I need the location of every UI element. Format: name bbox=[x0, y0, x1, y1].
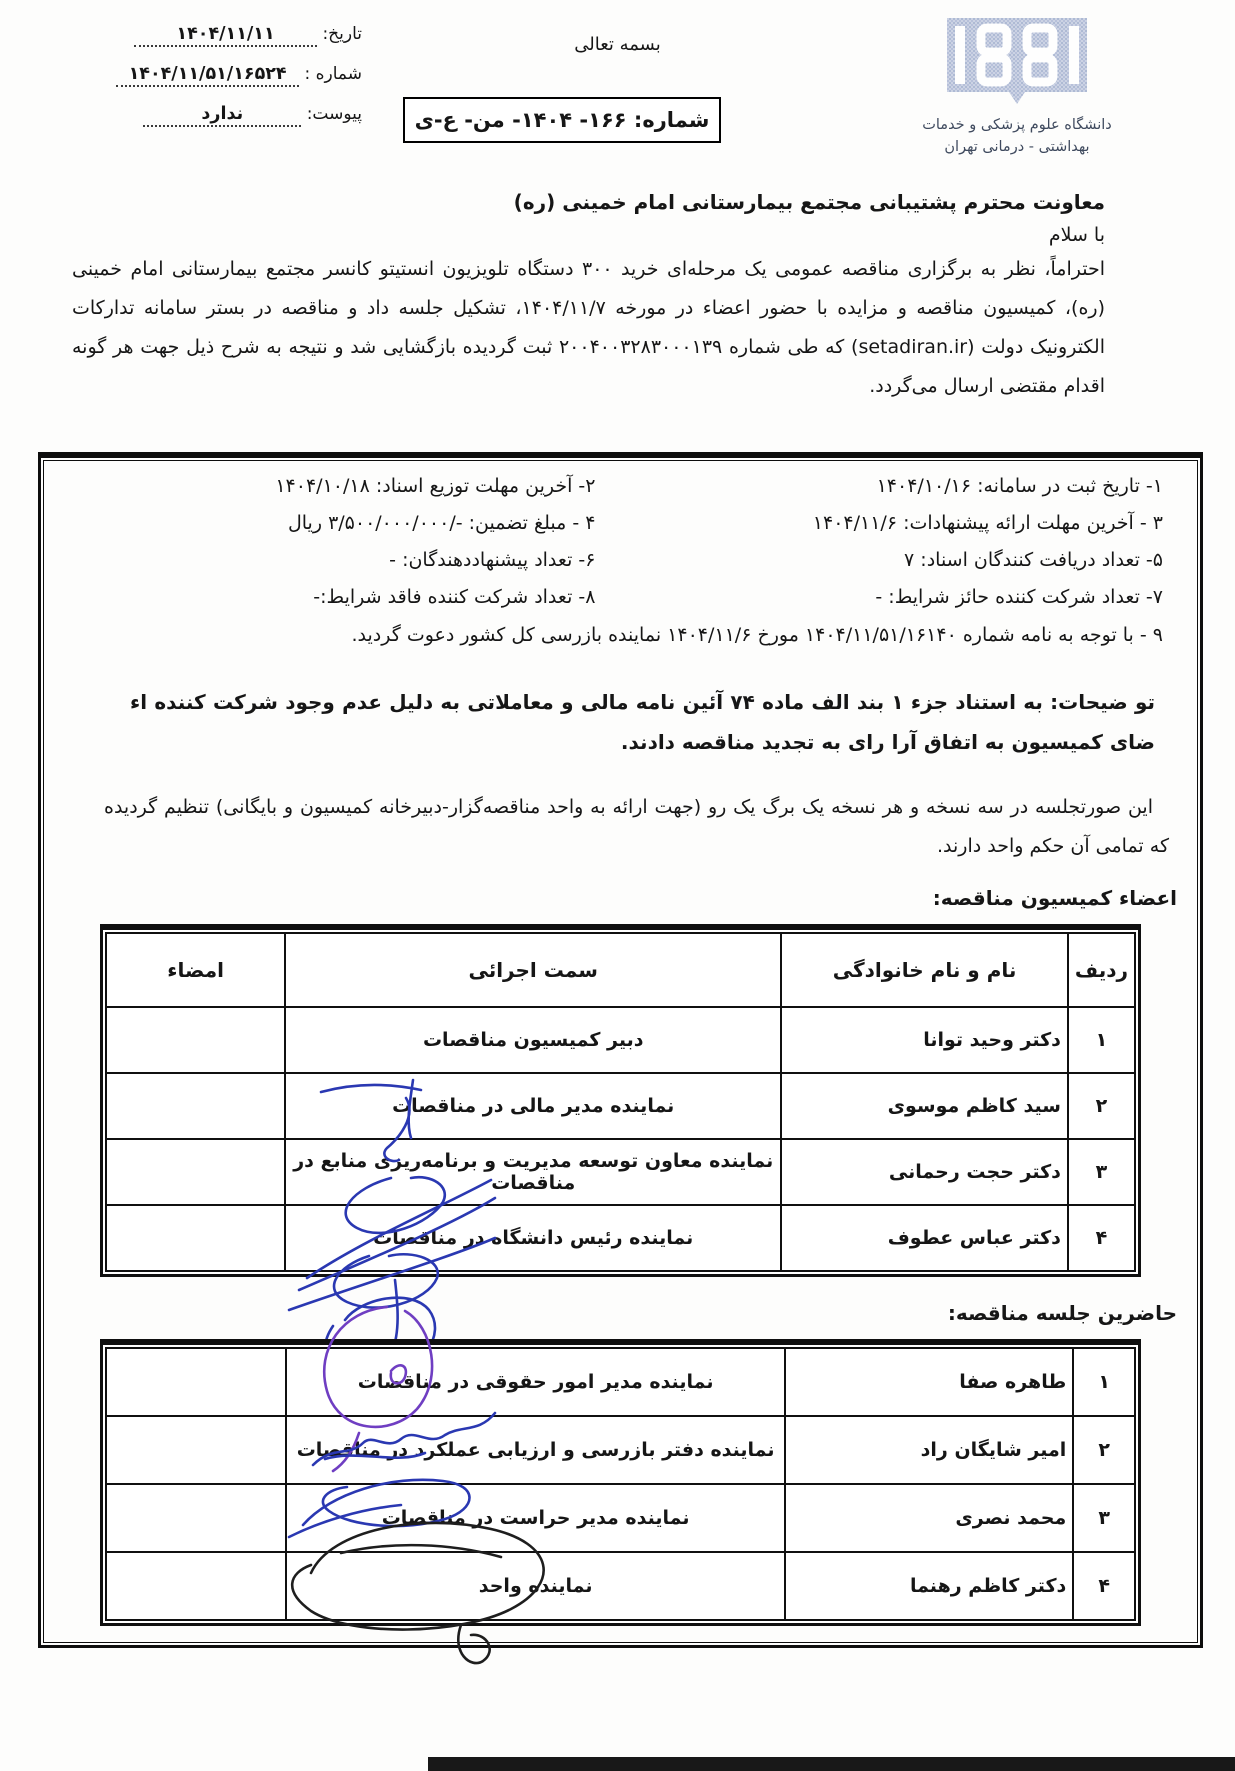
member-role: دبیر کمیسیون مناقصات bbox=[285, 1007, 781, 1073]
member-name: دکتر وحید توانا bbox=[781, 1007, 1068, 1073]
table-row bbox=[106, 1139, 1135, 1205]
signature-cell bbox=[106, 1416, 286, 1484]
attendee-role: نماینده مدیر امور حقوقی در مناقصات bbox=[286, 1348, 785, 1416]
letter-body-block bbox=[72, 190, 1105, 406]
attendee-role: نماینده مدیر حراست در مناقصات bbox=[286, 1484, 785, 1552]
university-name-line-1: دانشگاه علوم پزشکی و خدمات bbox=[922, 117, 1112, 133]
member-role: نماینده رئیس دانشگاه در مناقصات bbox=[285, 1205, 781, 1271]
attendee-name: طاهره صفا bbox=[785, 1348, 1073, 1416]
table-row bbox=[106, 1073, 1135, 1139]
commission-heading: اعضاء کمیسیون مناقصه: bbox=[932, 885, 1177, 910]
attendee-name: دکتر کاظم رهنما bbox=[785, 1552, 1073, 1620]
body-paragraph: احتراماً، نظر به برگزاری مناقصه عمومی یک مرحله‌ای خرید ۳۰۰ دستگاه تلویزیون انستیتو کانسر مجتمع بیمارستانی امام خمینی (ره)، کمیسیون مناقصه و مزایده با حضور اعضاء در مورخه ۱۴۰۴/۱۱/۷، تشکیل جلسه داد و مناقصه در بستر سامانه تدارکات الکترونیک دولت (setadiran.ir) که طی شماره ۲۰۰۴۰۰۳۲۸۳۰۰۰۱۳۹ ثبت گردیده بازگشایی شد و نتیجه به شرح ذیل جهت هر گونه اقدام مقتضی ارسال می‌گردد. bbox=[72, 258, 1106, 397]
member-name: دکتر عباس عطوف bbox=[781, 1205, 1068, 1271]
details-frame-inner bbox=[43, 460, 1198, 1643]
row-number: ۱ bbox=[1073, 1348, 1135, 1416]
copies-note: این صورتجلسه در سه نسخه و هر نسخه یک برگ یک رو (جهت ارائه به واحد مناقصه‌گزار-دبیرخانه کمیسیون و بایگانی) تنظیم گردیده که تمامی آن حکم واحد دارند. bbox=[104, 796, 1169, 857]
table-row bbox=[106, 1348, 1135, 1416]
details-frame bbox=[38, 452, 1203, 1648]
detail-item-2: ۲- آخرین مهلت توزیع اسناد: ۱۴۰۴/۱۰/۱۸ bbox=[275, 475, 596, 497]
member-role: نماینده معاون توسعه مدیریت و برنامه‌ریزی منابع در مناقصات bbox=[285, 1139, 781, 1205]
table-row bbox=[106, 1552, 1135, 1620]
date-value: ۱۴۰۴/۱۱/۱۱ bbox=[134, 24, 317, 47]
attendees-heading: حاضرین جلسه مناقصه: bbox=[947, 1300, 1177, 1325]
table-row bbox=[106, 1416, 1135, 1484]
signature-cell bbox=[106, 1552, 286, 1620]
signature-cell bbox=[106, 1205, 285, 1271]
commission-table bbox=[100, 924, 1141, 1277]
number-label: شماره : bbox=[304, 64, 362, 84]
header-attachment-field bbox=[52, 104, 362, 127]
table-row bbox=[106, 1205, 1135, 1271]
row-number: ۳ bbox=[1073, 1484, 1135, 1552]
detail-item-6: ۶- تعداد پیشنهاددهندگان: - bbox=[389, 549, 596, 571]
attachment-value: ندارد bbox=[143, 104, 301, 127]
commission-header-row bbox=[106, 933, 1135, 1007]
row-number: ۴ bbox=[1073, 1552, 1135, 1620]
detail-item-4: ۴ - مبلغ تضمین: -/۳/۵۰۰/۰۰۰/۰۰۰ ریال bbox=[287, 512, 596, 534]
attendee-role: نماینده واحد bbox=[286, 1552, 785, 1620]
detail-item-8: ۸- تعداد شرکت کننده فاقد شرایط:- bbox=[313, 586, 596, 608]
university-logo-icon bbox=[941, 14, 1093, 106]
row-number: ۲ bbox=[1068, 1073, 1135, 1139]
attendee-role: نماینده دفتر بازرسی و ارزیابی عملکرد در مناقصات bbox=[286, 1416, 785, 1484]
header-number-field bbox=[52, 64, 362, 87]
detail-item-1: ۱- تاریخ ثبت در سامانه: ۱۴۰۴/۱۰/۱۶ bbox=[876, 475, 1163, 497]
col-header-row-number: ردیف bbox=[1068, 933, 1135, 1007]
col-header-name: نام و نام خانوادگی bbox=[781, 933, 1068, 1007]
row-number: ۴ bbox=[1068, 1205, 1135, 1271]
number-value: ۱۴۰۴/۱۱/۵۱/۱۶۵۲۴ bbox=[116, 64, 299, 87]
attachment-label: پیوست: bbox=[306, 104, 362, 124]
row-number: ۳ bbox=[1068, 1139, 1135, 1205]
member-role: نماینده مدیر مالی در مناقصات bbox=[285, 1073, 781, 1139]
university-name bbox=[917, 114, 1117, 159]
reference-number-box: شماره: ۱۶۶- ۱۴۰۴- من- ع-ی bbox=[403, 97, 721, 143]
detail-item-7: ۷- تعداد شرکت کننده حائز شرایط: - bbox=[875, 586, 1163, 608]
member-name: سید کاظم موسوی bbox=[781, 1073, 1068, 1139]
col-header-signature: امضاء bbox=[106, 933, 285, 1007]
detail-item-3: ۳ - آخرین مهلت ارائه پیشنهادات: ۱۴۰۴/۱۱/۶ bbox=[812, 512, 1163, 534]
detail-item-9: ۹ - با توجه به نامه شماره ۱۴۰۴/۱۱/۵۱/۱۶۱۴۰ مورخ ۱۴۰۴/۱۱/۶ نماینده بازرسی کل کشور دعوت گردید. bbox=[351, 624, 1163, 646]
detail-item-5: ۵- تعداد دریافت کنندگان اسناد: ۷ bbox=[904, 549, 1163, 571]
date-label: تاریخ: bbox=[322, 24, 362, 44]
row-number: ۲ bbox=[1073, 1416, 1135, 1484]
scan-edge-artifact bbox=[428, 1757, 1235, 1771]
signature-cell bbox=[106, 1139, 285, 1205]
university-name-line-2: بهداشتی - درمانی تهران bbox=[944, 139, 1090, 156]
table-row bbox=[106, 1007, 1135, 1073]
university-logo-block bbox=[917, 14, 1117, 159]
signature-cell bbox=[106, 1484, 286, 1552]
attendees-table bbox=[100, 1339, 1141, 1626]
signature-cell bbox=[106, 1348, 286, 1416]
table-row bbox=[106, 1484, 1135, 1552]
signature-cell bbox=[106, 1073, 285, 1139]
attendee-name: امیر شایگان راد bbox=[785, 1416, 1073, 1484]
signature-cell bbox=[106, 1007, 285, 1073]
attendee-name: محمد نصری bbox=[785, 1484, 1073, 1552]
tender-detail-items bbox=[70, 475, 1163, 608]
salutation: با سلام bbox=[1048, 224, 1105, 246]
besmellah-text: بسمه تعالی bbox=[574, 34, 661, 55]
row-number: ۱ bbox=[1068, 1007, 1135, 1073]
recipient-title: معاونت محترم پشتیبانی مجتمع بیمارستانی امام خمینی (ره) bbox=[513, 190, 1105, 214]
col-header-role: سمت اجرائی bbox=[285, 933, 781, 1007]
member-name: دکتر حجت رحمانی bbox=[781, 1139, 1068, 1205]
explanation-note: تو ضیحات: به استناد جزء ۱ بند الف ماده ۷۴ آئین نامه مالی و معاملاتی به دلیل عدم وجود شرکت کننده اء ضای کمیسیون به اتفاق آرا رای به تجدید مناقصه دادند. bbox=[130, 690, 1156, 754]
